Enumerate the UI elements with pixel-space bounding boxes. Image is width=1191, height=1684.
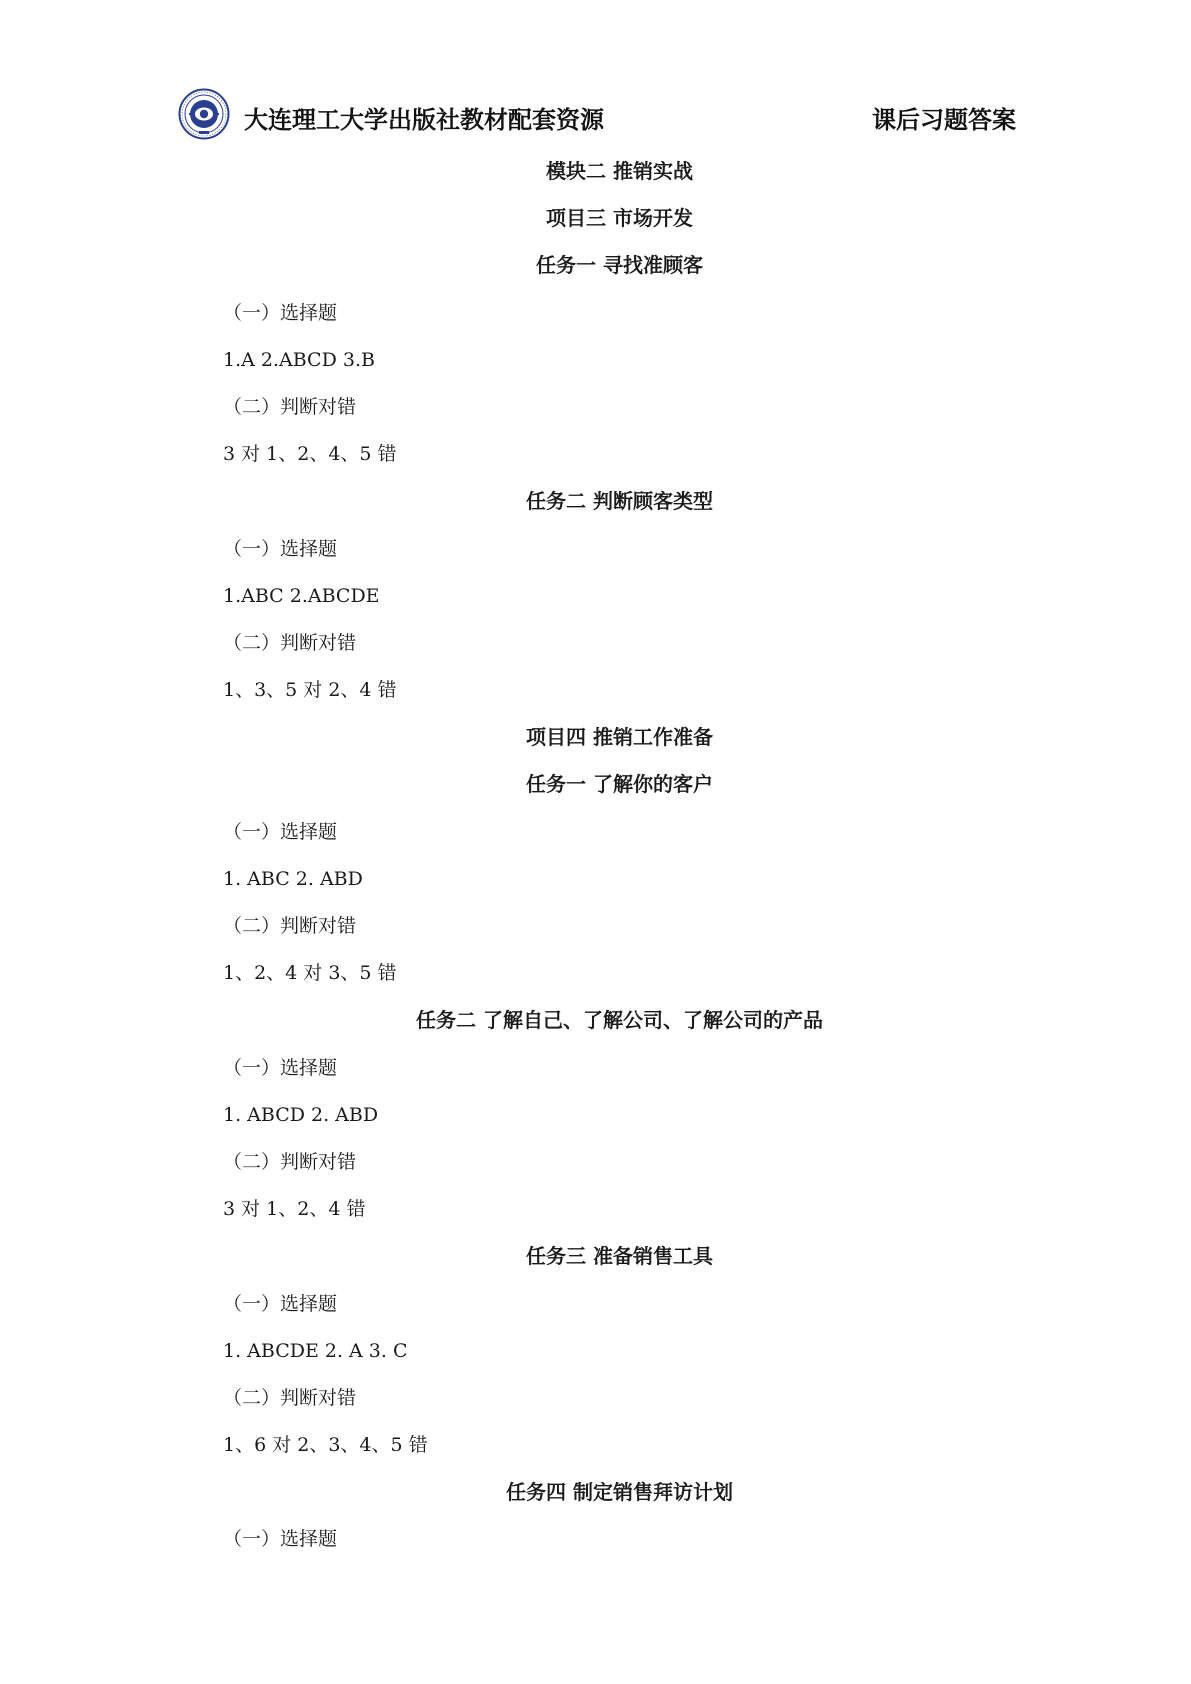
publisher-title: 大连理工大学出版社教材配套资源 [244, 106, 604, 134]
document-type-label: 课后习题答案 [872, 106, 1016, 134]
answer-line: 1、3、5 对 2、4 错 [223, 679, 397, 702]
question-type-label: （二）判断对错 [223, 1386, 357, 1409]
answer-line: 1.A 2.ABCD 3.B [223, 348, 375, 371]
answer-line: 3 对 1、2、4 错 [223, 1198, 366, 1221]
question-type-label: （一）选择题 [223, 1292, 338, 1315]
question-type-label: （一）选择题 [223, 537, 338, 560]
question-type-label: （二）判断对错 [223, 915, 357, 937]
section-heading: 任务一 寻找准顾客 [536, 253, 703, 278]
section-heading: 项目四 推销工作准备 [526, 725, 713, 750]
section-heading: 任务二 判断顾客类型 [526, 489, 713, 514]
answer-line: 3 对 1、2、4、5 错 [223, 443, 397, 466]
section-heading: 任务一 了解你的客户 [526, 772, 713, 797]
section-heading: 任务二 了解自己、了解公司、了解公司的产品 [416, 1008, 823, 1033]
question-type-label: （二）判断对错 [223, 395, 357, 418]
question-type-label: （一）选择题 [223, 820, 338, 843]
question-type-label: （一）选择题 [223, 1056, 338, 1079]
page-header [178, 86, 1016, 142]
answer-line: 1. ABC 2. ABD [223, 867, 363, 890]
answer-line: 1.ABC 2.ABCDE [223, 584, 380, 607]
question-type-label: （二）判断对错 [223, 1150, 357, 1173]
question-type-label: （一）选择题 [223, 1528, 338, 1551]
section-heading: 任务三 准备销售工具 [526, 1244, 713, 1269]
section-heading: 任务四 制定销售拜访计划 [506, 1480, 733, 1505]
section-heading: 模块二 推销实战 [546, 159, 693, 183]
answer-line: 1. ABCD 2. ABD [223, 1103, 379, 1126]
answer-line: 1、6 对 2、3、4、5 错 [223, 1434, 428, 1457]
question-type-label: （二）判断对错 [223, 631, 357, 654]
answer-line: 1. ABCDE 2. A 3. C [223, 1339, 408, 1362]
answer-line: 1、2、4 对 3、5 错 [223, 962, 397, 985]
university-seal-icon [178, 88, 230, 140]
question-type-label: （一）选择题 [223, 301, 338, 324]
answer-body [0, 148, 1191, 1564]
section-heading: 项目三 市场开发 [546, 206, 693, 231]
